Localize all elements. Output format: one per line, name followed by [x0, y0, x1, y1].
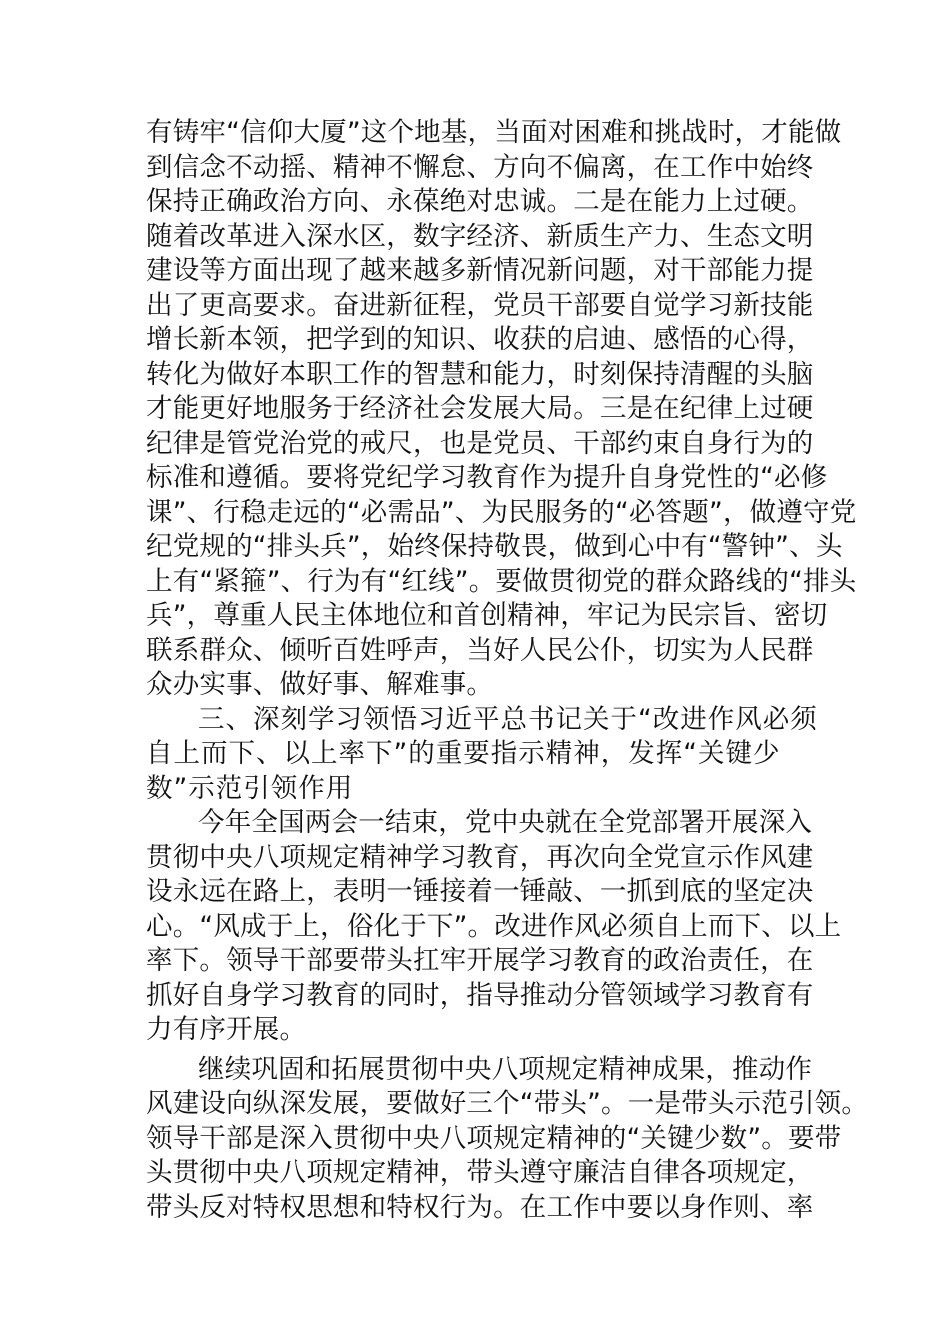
text-line: 设永远在路上，表明一锤接着一锤敲、一抓到底的坚定决 — [146, 876, 814, 907]
text-line: 联系群众、倾听百姓呼声，当好人民公仆，切实为人民群 — [146, 634, 814, 666]
text-line: 心。“风成于上，俗化于下”。改进作风必须自上而下、以上 — [146, 910, 842, 942]
text-line: 力有序开展。 — [146, 1014, 307, 1045]
text-line: 课”、行稳走远的“必需品”、为民服务的“必答题”，做遵守党 — [146, 496, 857, 528]
text-line: 转化为做好本职工作的智慧和能力，时刻保持清醒的头脑 — [146, 358, 814, 390]
text-line: 出了更高要求。奋进新征程，党员干部要自觉学习新技能 — [146, 289, 814, 321]
text-line: 增长新本领，把学到的知识、收获的启迪、感悟的心得， — [146, 324, 814, 355]
text-line: 头贯彻中央八项规定精神，带头遵守廉洁自律各项规定， — [146, 1157, 814, 1188]
text-line: 到信念不动摇、精神不懈怠、方向不偏离，在工作中始终 — [146, 151, 814, 183]
text-line: 率下。领导干部要带头扛牢开展学习教育的政治责任，在 — [146, 945, 814, 976]
text-line: 保持正确政治方向、永葆绝对忠诚。二是在能力上过硬。 — [146, 186, 814, 217]
text-line: 有铸牢“信仰大厦”这个地基，当面对困难和挑战时，才能做 — [146, 117, 842, 148]
text-line: 贯彻中央八项规定精神学习教育，再次向全党宣示作风建 — [146, 841, 814, 873]
heading-line: 数”示范引领作用 — [146, 772, 354, 804]
text-line: 纪律是管党治党的戒尺，也是党员、干部约束自身行为的 — [146, 427, 814, 459]
heading-line: 三、深刻学习领悟习近平总书记关于“改进作风必须 — [198, 703, 818, 735]
heading-line: 自上而下、以上率下”的重要指示精神，发挥“关键少 — [146, 738, 781, 769]
section-heading-three — [146, 703, 818, 807]
text-line: 兵”，尊重人民主体地位和首创精神，牢记为民宗旨、密切 — [146, 600, 828, 631]
text-line: 领导干部是深入贯彻中央八项规定精神的“关键少数”。要带 — [146, 1122, 842, 1154]
text-line: 众办实事、做好事、解难事。 — [146, 669, 494, 700]
paragraph-three-leads — [146, 1053, 869, 1226]
document-body — [146, 116, 869, 1225]
text-line: 风建设向纵深发展，要做好三个“带头”。一是带头示范引领。 — [146, 1088, 869, 1119]
text-line: 带头反对特权思想和特权行为。在工作中要以身作则、率 — [146, 1191, 814, 1223]
text-line: 继续巩固和拓展贯彻中央八项规定精神成果，推动作 — [198, 1053, 813, 1085]
text-line: 才能更好地服务于经济社会发展大局。三是在纪律上过硬 — [146, 393, 814, 424]
paragraph-two-sessions — [146, 806, 842, 1048]
text-line: 随着改革进入深水区，数字经济、新质生产力、生态文明 — [146, 220, 814, 252]
text-line: 今年全国两会一结束，党中央就在全党部署开展深入 — [198, 807, 813, 838]
text-line: 建设等方面出现了越来越多新情况新问题，对干部能力提 — [146, 255, 814, 286]
paragraph-belief-ability-discipline — [146, 116, 857, 703]
text-line: 抓好自身学习教育的同时，指导推动分管领域学习教育有 — [146, 979, 814, 1011]
text-line: 上有“紧箍”、行为有“红线”。要做贯彻党的群众路线的“排头 — [146, 565, 857, 597]
text-line: 纪党规的“排头兵”，始终保持敬畏，做到心中有“警钟”、头 — [146, 531, 843, 562]
text-line: 标准和遵循。要将党纪学习教育作为提升自身党性的“必修 — [146, 462, 828, 493]
